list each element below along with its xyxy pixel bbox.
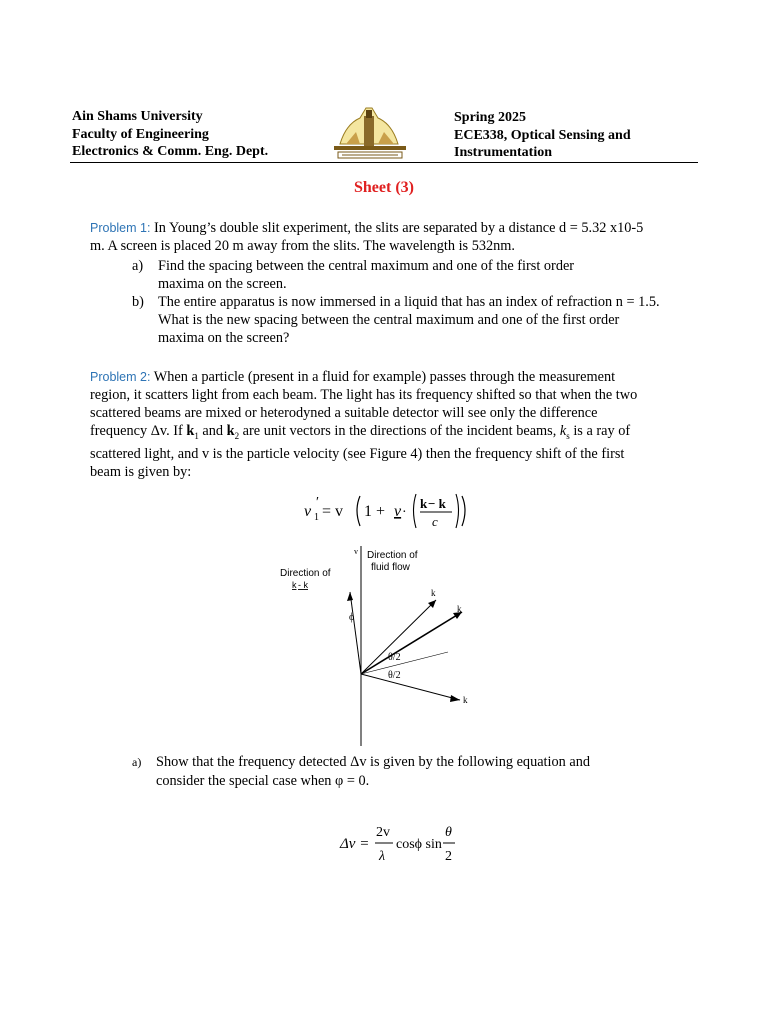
eq1-paren-close — [462, 496, 465, 526]
department-name: Electronics & Comm. Eng. Dept. — [72, 144, 269, 159]
eq2-num: 2v — [376, 825, 390, 840]
problem-1-text-line-1: In Young’s double slit experiment, the slits are separated by a distance d = 5.32 x10-5 — [150, 220, 644, 236]
eq1-den: c — [432, 514, 438, 529]
ksk1-direction-label-3: - k — [298, 580, 308, 590]
eq1-paren-open — [357, 496, 360, 526]
university-logo — [326, 104, 414, 162]
flow-direction-label-1: Direction of — [367, 550, 418, 561]
sheet-title: Sheet (3) — [354, 179, 414, 196]
theta-half-lower: θ/2 — [388, 670, 401, 681]
problem-1-text-line-2: m. A screen is placed 20 m away from the slits. The wavelength is 532nm. — [90, 238, 515, 254]
part-a-mark: a) — [132, 258, 144, 274]
header-course — [454, 109, 631, 162]
ks-label: k — [457, 604, 462, 614]
ks-vector — [361, 612, 462, 674]
eq1-sub: 1 — [314, 512, 319, 523]
eq2-mid: cosϕ sin — [396, 837, 442, 852]
scattering-geometry-figure — [270, 540, 490, 750]
theta-half-upper: θ/2 — [388, 652, 401, 663]
phi-label: ϕ — [349, 612, 355, 623]
part-b-mark: b) — [132, 294, 144, 310]
faculty-name: Faculty of Engineering — [72, 126, 209, 142]
problem-2-line-1: When a particle (present in a fluid for example) passes through the measurement — [150, 369, 616, 385]
part-b-line-1: The entire apparatus is now immersed in a liquid that has an index of refraction n = 1.5. — [158, 294, 660, 310]
equation-frequency-shift — [300, 488, 470, 532]
eq1-v: v — [394, 503, 402, 520]
part-b-line-3: maxima on the screen? — [158, 330, 290, 346]
course-title-2: Instrumentation — [454, 145, 553, 160]
eq2-den2: 2 — [445, 849, 452, 864]
eq1-dot: · — [402, 505, 407, 520]
problem-2-label: Problem 2: — [90, 370, 151, 384]
velocity-label: v — [354, 547, 358, 556]
ksk1-direction-label-1: Direction of — [280, 568, 331, 579]
k2-label: k — [431, 588, 436, 598]
eq1-equals: = v — [322, 503, 344, 520]
problem-2-line-2: region, it scatters light from each beam. The light has its frequency shifted so that when the two — [90, 387, 638, 403]
eq1-prime: ′ — [316, 495, 320, 510]
problem-2-line-4: frequency Δv. If $k_1$ and $k_2$ are unit vectors in the directions of the incident beams, $k_s$ is a ray of — [90, 423, 631, 441]
problem-1-label: Problem 1: — [90, 221, 151, 235]
part-a-line-1: Find the spacing between the central maximum and one of the first order — [158, 258, 575, 274]
p2-part-a-mark: a) — [132, 755, 142, 769]
eq1-one: 1 + — [364, 503, 386, 520]
problem-2-line-6: beam is given by: — [90, 463, 192, 480]
ksk1-vector — [350, 592, 361, 674]
problem-2-line-3: scattered beams are mixed or heterodyned a suitable detector will see only the difference — [90, 405, 598, 421]
ksk1-arrowhead — [347, 592, 353, 601]
eq2-num2: θ — [445, 825, 452, 840]
problem-2-intro — [90, 368, 678, 481]
header-institution — [72, 108, 268, 161]
p2-part-a-line-2: consider the special case when φ = 0. — [156, 773, 370, 789]
part-b-line-2: What is the new spacing between the central maximum and one of the first order — [158, 312, 620, 328]
flow-direction-label-2: fluid flow — [371, 562, 410, 573]
part-a-line-2: maxima on the screen. — [158, 276, 287, 292]
eq1-num-ks: k — [420, 496, 428, 511]
eq2-den: λ — [379, 849, 386, 864]
equation-frequency-difference — [338, 820, 468, 868]
eq1-paren-inner-open — [414, 494, 417, 528]
p2-part-a-line-1: Show that the frequency detected Δv is given by the following equation and — [156, 754, 591, 770]
ksk1-direction-label-2: k — [292, 580, 297, 590]
bisector-line — [361, 652, 448, 674]
eq1-num-k1: − k — [428, 496, 446, 511]
eq1-paren-inner-close — [456, 494, 459, 528]
eq2-lhs: Δv = — [340, 836, 370, 852]
k1-arrowhead — [450, 695, 460, 702]
problem-2-line-5: scattered light, and v is the particle velocity (see Figure 4) then the frequency shift of the first — [90, 445, 625, 462]
university-name: Ain Shams University — [72, 109, 203, 124]
problem-1-intro — [90, 219, 678, 255]
k1-vector — [361, 674, 460, 700]
eq1-lhs: v — [304, 503, 312, 520]
course-title-1: ECE338, Optical Sensing and — [454, 127, 631, 143]
header-divider — [70, 162, 698, 163]
semester: Spring 2025 — [454, 110, 526, 125]
k1-label: k — [463, 695, 468, 705]
